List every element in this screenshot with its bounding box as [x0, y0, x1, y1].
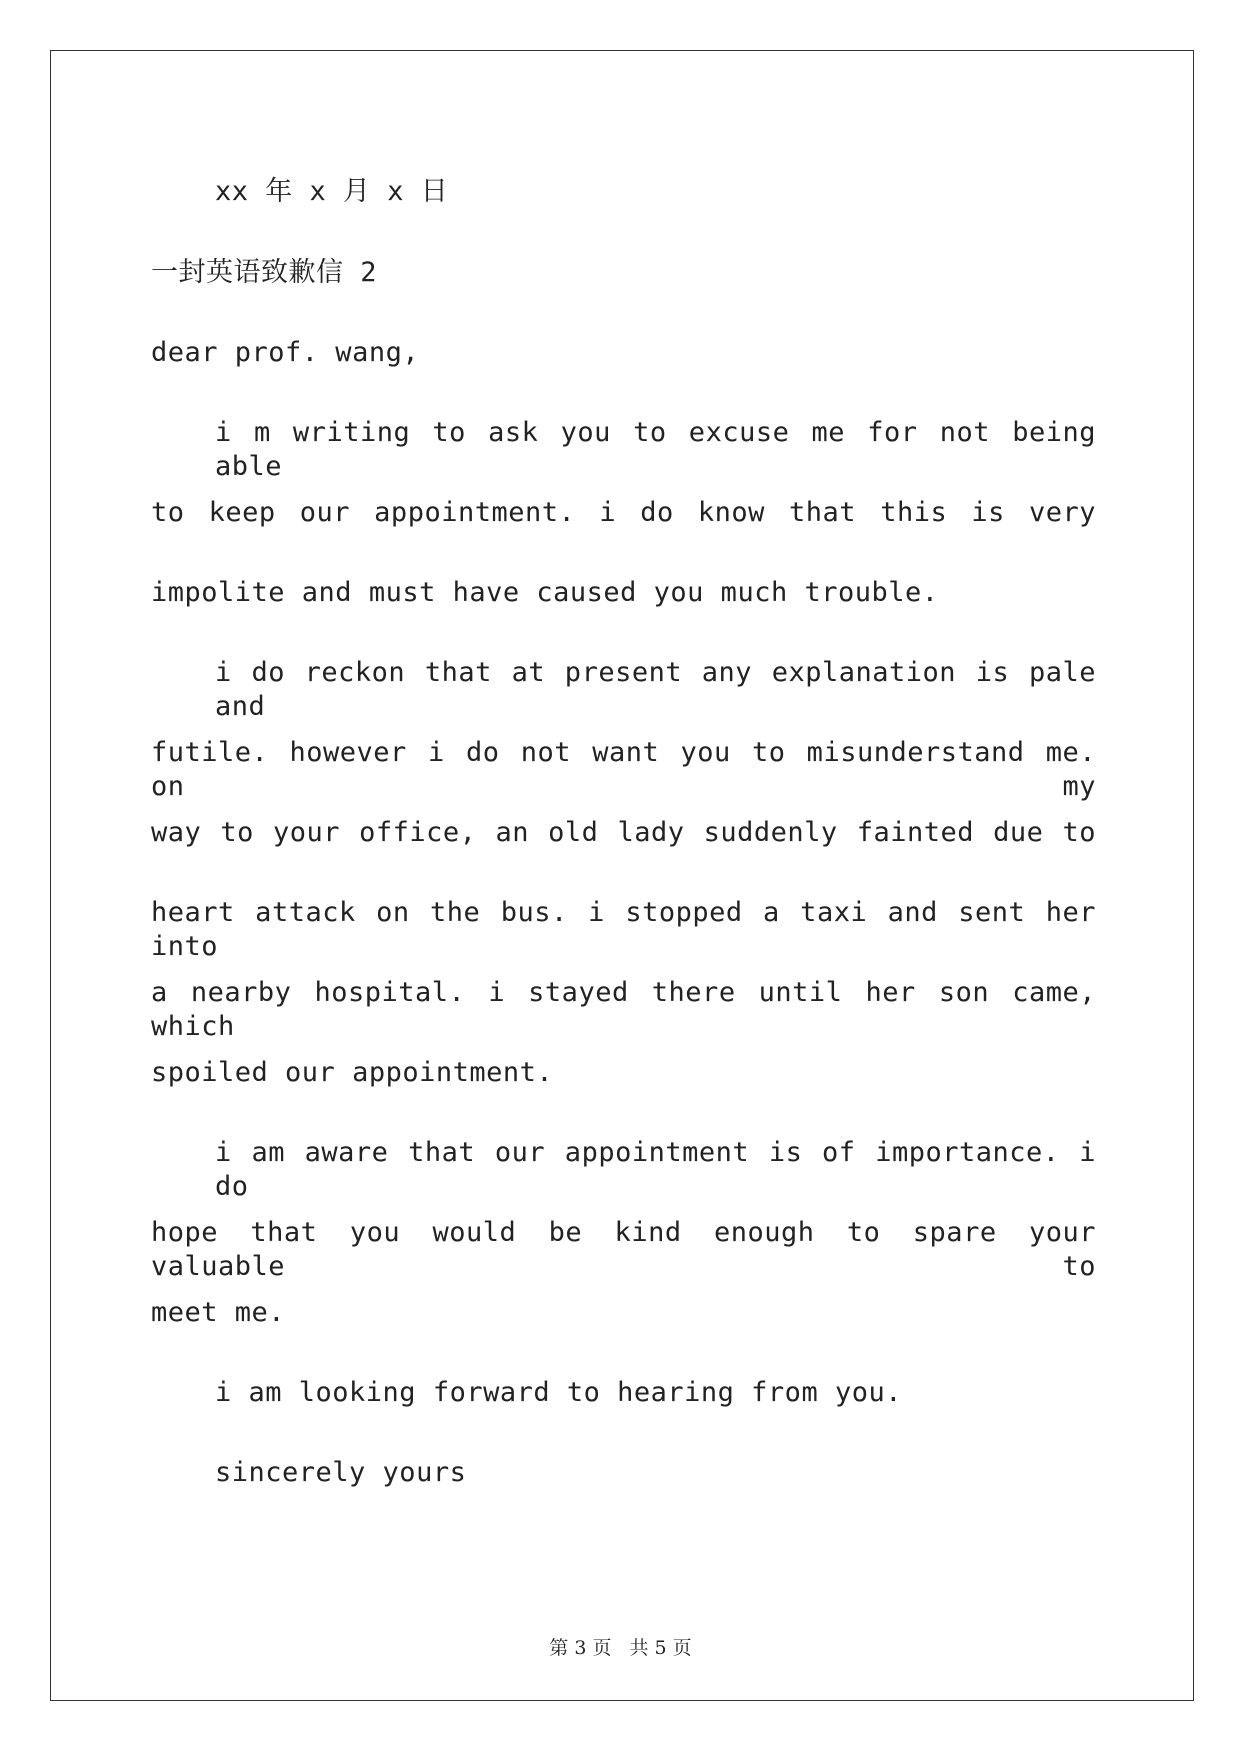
body-line: spoiled our appointment.	[151, 1057, 554, 1088]
body-line: meet me.	[151, 1297, 286, 1328]
body-line: way to your office, an old lady suddenly fainted due to	[151, 817, 1096, 848]
page-footer	[0, 1633, 1241, 1660]
body-line: i am aware that our appointment is of importance. i do	[215, 1137, 1096, 1202]
body-line: a nearby hospital. i stayed there until her son came, which	[151, 977, 1096, 1042]
body-line: futile. however i do not want you to misunderstand me. on my	[151, 737, 1096, 802]
body-line: heart attack on the bus. i stopped a taxi and sent her into	[151, 897, 1096, 962]
body-line: i m writing to ask you to excuse me for not being able	[215, 417, 1096, 482]
closing-line: i am looking forward to hearing from you.	[215, 1377, 902, 1408]
date-line: xx 年 x 月 x 日	[215, 176, 449, 207]
page-total: 共 5 页	[629, 1637, 692, 1659]
body-line: i do reckon that at present any explanation is pale and	[215, 657, 1096, 722]
page-border	[50, 50, 1194, 1701]
body-line: impolite and must have caused you much trouble.	[151, 577, 939, 608]
page-number: 第 3 页	[549, 1637, 612, 1659]
body-line: to keep our appointment. i do know that this is very	[151, 497, 1096, 528]
sign-off: sincerely yours	[215, 1457, 467, 1488]
salutation: dear prof. wang,	[151, 337, 420, 368]
body-line: hope that you would be kind enough to spare your valuable to	[151, 1217, 1096, 1282]
section-title: 一封英语致歉信 2	[151, 257, 378, 288]
